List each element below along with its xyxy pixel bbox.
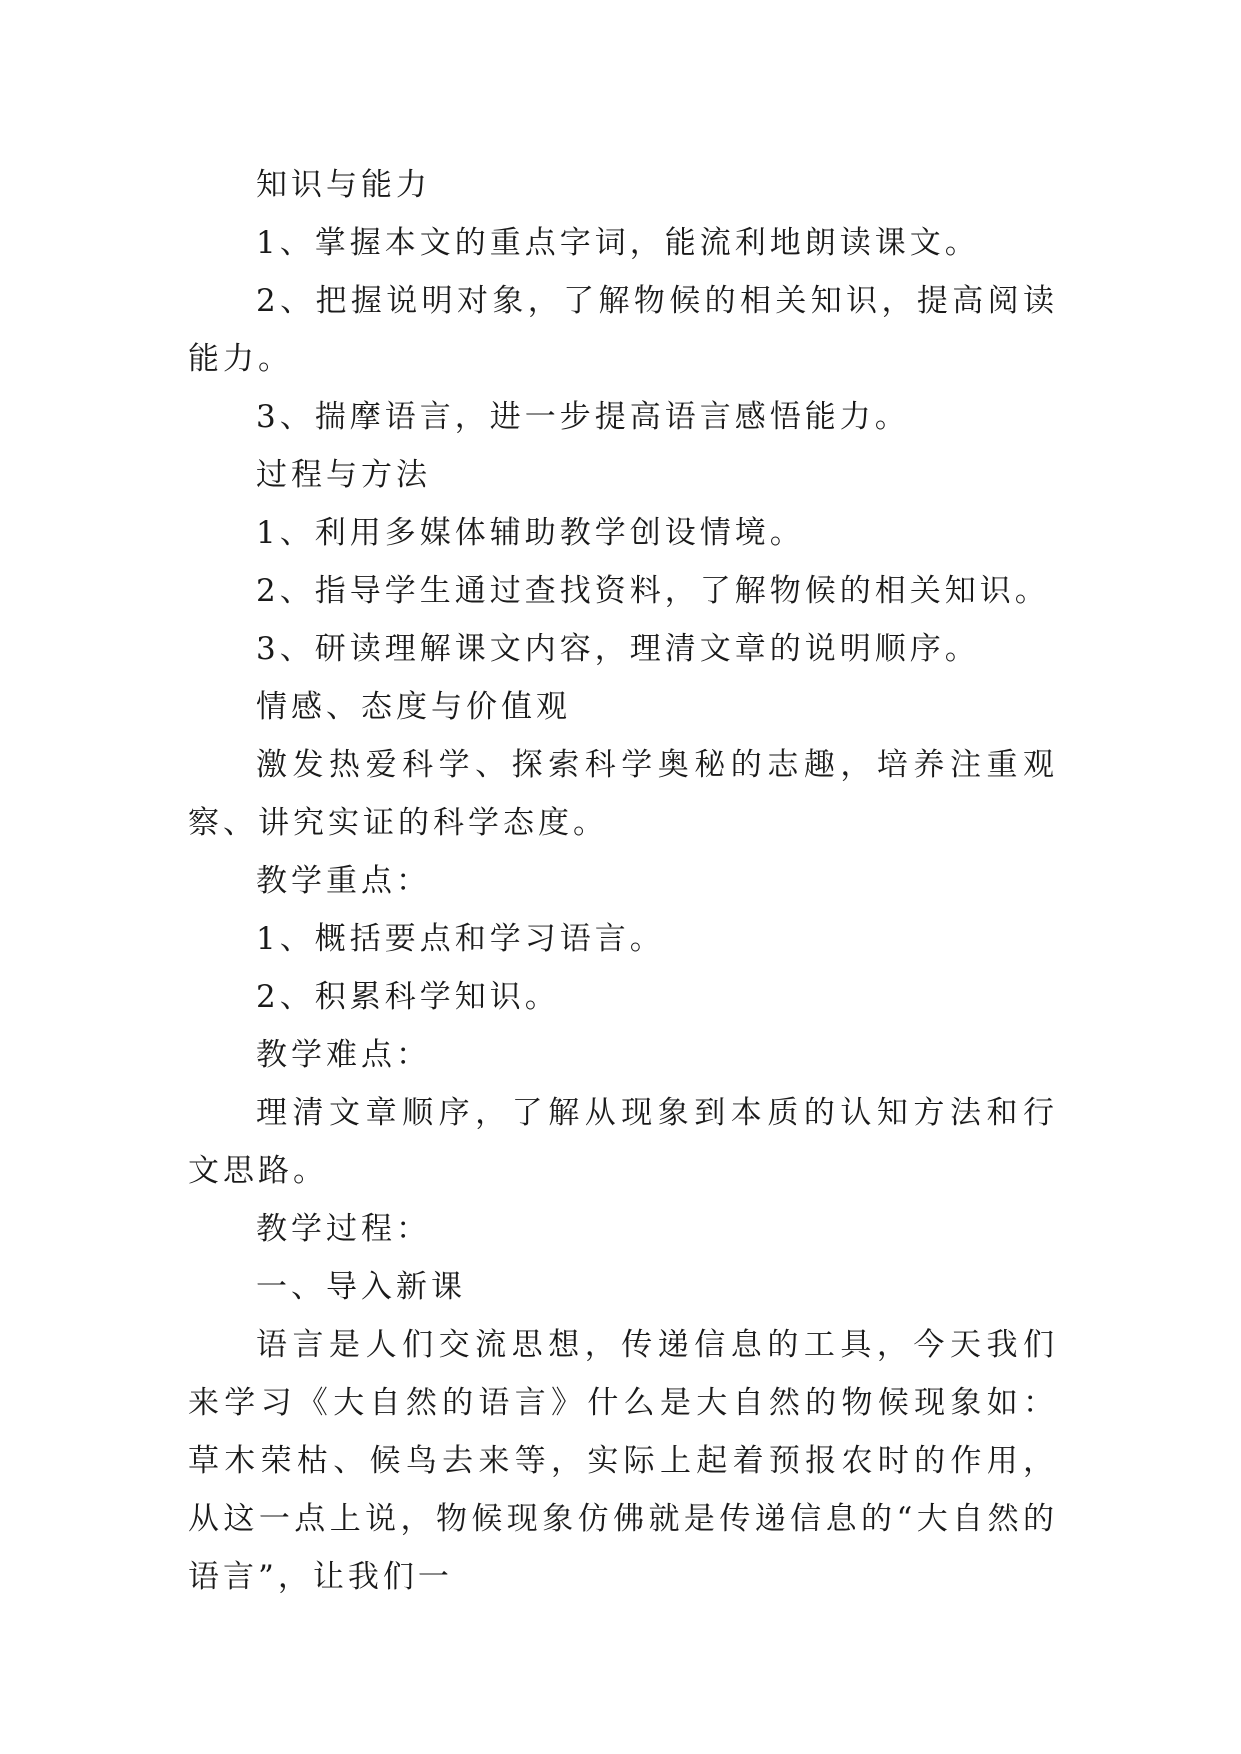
paragraph: 激发热爱科学、探索科学奥秘的志趣，培养注重观察、讲究实证的科学态度。 (188, 747, 1058, 841)
section-heading-difficulties: 教学难点： (256, 1037, 431, 1073)
list-item: 2、积累科学知识。 (256, 979, 560, 1015)
list-item: 2、把握说明对象，了解物候的相关知识，提高阅读能力。 (188, 283, 1058, 377)
list-item: 1、利用多媒体辅助教学创设情境。 (256, 515, 805, 551)
list-item: 1、概括要点和学习语言。 (256, 921, 665, 957)
section-heading-teaching-process: 教学过程： (256, 1211, 431, 1247)
document-body (188, 156, 1058, 1606)
paragraph: 语言是人们交流思想，传递信息的工具，今天我们来学习《大自然的语言》什么是大自然的物候现象如：草木荣枯、候鸟去来等，实际上起着预报农时的作用，从这一点上说，物候现象仿佛就是传递信息的“大自然的语言”，让我们一 (188, 1327, 1058, 1595)
section-heading-knowledge: 知识与能力 (256, 167, 431, 203)
section-heading-process: 过程与方法 (256, 457, 431, 493)
list-item: 3、揣摩语言，进一步提高语言感悟能力。 (256, 399, 910, 435)
list-item: 3、研读理解课文内容，理清文章的说明顺序。 (256, 631, 980, 667)
section-heading-emotion: 情感、态度与价值观 (256, 689, 571, 725)
sub-heading-introduction: 一、导入新课 (256, 1269, 466, 1305)
section-heading-key-points: 教学重点： (256, 863, 431, 899)
list-item: 1、掌握本文的重点字词，能流利地朗读课文。 (256, 225, 980, 261)
paragraph: 理清文章顺序，了解从现象到本质的认知方法和行文思路。 (188, 1095, 1058, 1189)
list-item: 2、指导学生通过查找资料，了解物候的相关知识。 (256, 573, 1050, 609)
